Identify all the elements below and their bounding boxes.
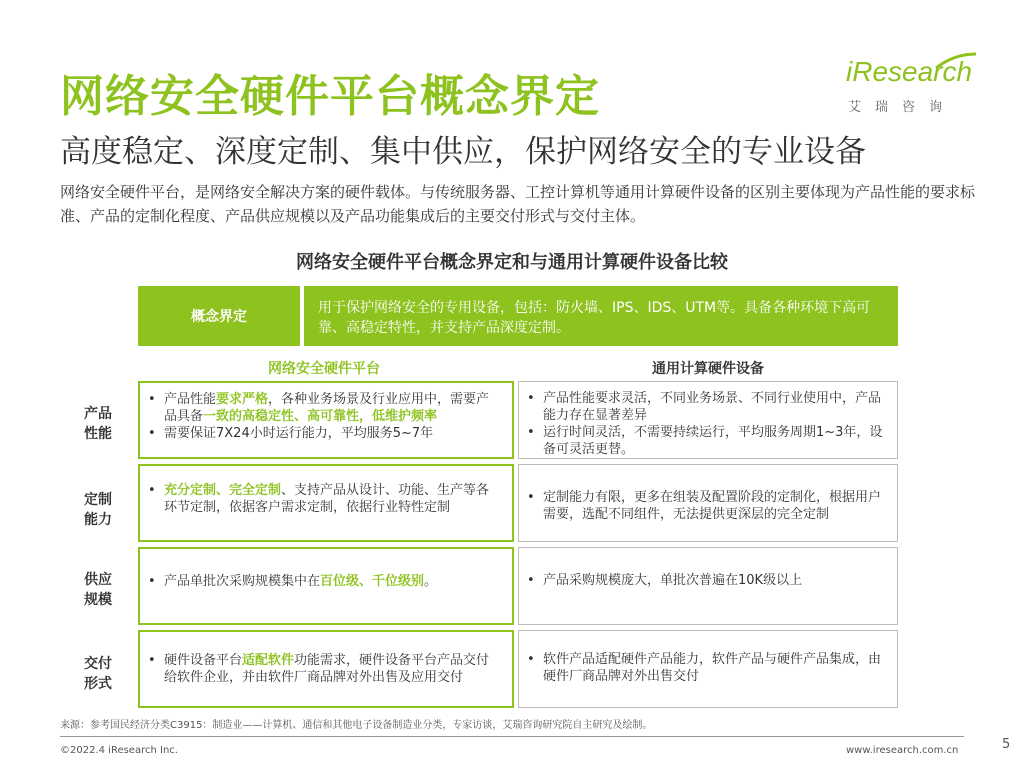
list-item: • 产品采购规模庞大，单批次普遍在10K级以上 [543, 572, 887, 589]
logo-cn: 艾瑞咨询 [848, 100, 957, 115]
row-label-text: 产品性能 [84, 406, 112, 442]
definition-label: 概念界定 [138, 286, 300, 346]
page-title: 网络安全硬件平台概念界定 [60, 71, 600, 122]
row-label-delivery [76, 654, 120, 694]
source-note: 来源：参考国民经济分类C3915：制造业——计算机、通信和其他电子设备制造业分类，专家访谈，艾瑞咨询研究院自主研究及绘制。 [60, 720, 653, 731]
definition-text: 用于保护网络安全的专用设备，包括：防火墙、IPS、IDS、UTM等。具备各种环境下高可靠、高稳定特性，并支持产品深度定制。 [304, 286, 898, 346]
list-item: • 充分定制、完全定制、支持产品从设计、功能、生产等各环节定制，依据客户需求定制，依据行业特性定制 [164, 482, 502, 516]
intro-paragraph: 网络安全硬件平台，是网络安全解决方案的硬件载体。与传统服务器、工控计算机等通用计算硬件设备的区别主要体现为产品性能的要求标准、产品的定制化程度、产品供应规模以及产品功能集成后的主要交付形式与交付主体。 [60, 183, 976, 225]
logo-swoosh-icon [934, 52, 978, 70]
cell-performance-left [138, 381, 514, 459]
cell-supply-right [518, 547, 898, 625]
list-item: • 产品单批次采购规模集中在百位级、千位级别。 [164, 573, 502, 590]
row-label-customization [76, 490, 120, 530]
list-item: • 产品性能要求严格，各种业务场景及行业应用中，需要产品具备一致的高稳定性、高可靠性，低维护频率 [164, 391, 502, 425]
cell-customization-left [138, 464, 514, 542]
cell-delivery-right [518, 630, 898, 708]
row-label-text: 交付形式 [84, 656, 112, 692]
logo-brand: iResearch [846, 56, 973, 87]
page-number: 5 [1002, 737, 1011, 752]
cell-customization-right [518, 464, 898, 542]
list-item: • 硬件设备平台适配软件功能需求，硬件设备平台产品交付给软件企业，并由软件厂商品牌对外出售及应用交付 [164, 652, 502, 686]
website: www.iresearch.com.cn [846, 745, 959, 756]
page-subtitle: 高度稳定、深度定制、集中供应，保护网络安全的专业设备 [60, 134, 866, 170]
table-title: 网络安全硬件平台概念界定和与通用计算硬件设备比较 [296, 252, 728, 273]
list-item: • 软件产品适配硬件产品能力，软件产品与硬件产品集成，由硬件厂商品牌对外出售交付 [543, 651, 887, 685]
row-label-text: 定制能力 [84, 492, 112, 528]
list-item: • 产品性能要求灵活，不同业务场景、不同行业使用中，产品能力存在显著差异 [543, 390, 887, 424]
iresearch-logo [846, 56, 976, 116]
list-item: • 运行时间灵活，不需要持续运行，平均服务周期1~3年，设备可灵活更替。 [543, 424, 887, 458]
cell-delivery-left [138, 630, 514, 708]
row-label-performance [76, 404, 120, 444]
column-header-security-platform: 网络安全硬件平台 [268, 361, 380, 377]
list-item: • 需要保证7X24小时运行能力，平均服务5~7年 [164, 425, 502, 442]
cell-performance-right [518, 381, 898, 459]
column-header-general-hardware: 通用计算硬件设备 [652, 361, 764, 377]
cell-supply-left [138, 547, 514, 625]
row-label-text: 供应规模 [84, 572, 112, 608]
footer-divider [60, 736, 964, 737]
copyright: ©2022.4 iResearch Inc. [60, 745, 178, 756]
row-label-supply-scale [76, 570, 120, 610]
list-item: • 定制能力有限，更多在组装及配置阶段的定制化，根据用户需要，选配不同组件，无法提供更深层的完全定制 [543, 489, 887, 523]
